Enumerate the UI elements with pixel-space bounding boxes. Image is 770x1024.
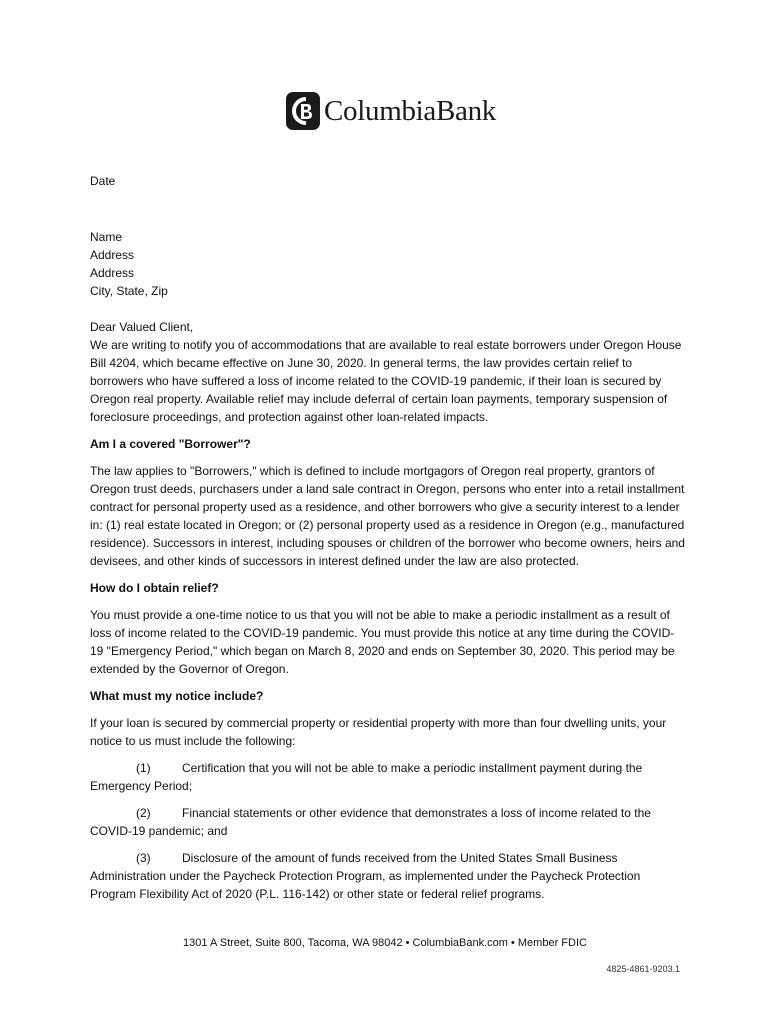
section-heading-notice-include: What must my notice include? bbox=[90, 689, 264, 703]
intro-paragraph: We are writing to notify you of accommodations that are available to real estate borrowers under Oregon House Bill 4204, which became effective on June 30, 2020. In general terms, the law provides certain relief to borrowers who have suffered a loss of income related to the COVID-19 pandemic, if their loan is secured by Oregon real property. Available relief may include deferral of certain loan payments, temporary suspension of foreclosure proceedings, and protection against other loan-related impacts. bbox=[90, 338, 682, 424]
recipient-address-line-2: Address bbox=[90, 266, 135, 280]
logo-wordmark: ColumbiaBank bbox=[324, 94, 497, 127]
recipient-address-block bbox=[90, 228, 685, 300]
document-number: 4825-4861-9203.1 bbox=[606, 964, 680, 974]
letter-body bbox=[90, 318, 685, 912]
list-item-text: Disclosure of the amount of funds received from the United States Small Business Administration under the Paycheck Protection Program, as implemented under the Paycheck Protection Program Flexibility Act of 2020 (P.L. 116-142) or other state or federal relief programs. bbox=[90, 851, 641, 901]
section-text-covered-borrower: The law applies to "Borrowers," which is defined to include mortgagors of Oregon real property, grantors of Oregon trust deeds, purchasers under a land sale contract in Oregon, persons who enter into a retail installment contract for personal property used as a residence, and other borrowers who give a security interest to a lender in: (1) real estate located in Oregon; or (2) personal property used as a residence in Oregon (e.g., manufactured residence). Successors in interest, including spouses or children of the borrower who become owners, heirs and devisees, and other kinds of successors in interest defined under the law are also protected. bbox=[90, 464, 685, 568]
list-item-number: (2) bbox=[136, 806, 151, 820]
letter-date bbox=[90, 172, 685, 190]
list-item-number: (3) bbox=[136, 851, 151, 865]
list-item-text: Financial statements or other evidence that demonstrates a loss of income related to the COVID-19 pandemic; and bbox=[90, 806, 651, 838]
list-item bbox=[90, 759, 685, 795]
recipient-address-line-1: Address bbox=[90, 248, 135, 262]
date-line: Date bbox=[90, 174, 116, 188]
section-heading-obtain-relief: How do I obtain relief? bbox=[90, 581, 219, 595]
footer-address: 1301 A Street, Suite 800, Tacoma, WA 98042 • ColumbiaBank.com • Member FDIC bbox=[183, 937, 587, 949]
section-text-notice-include: If your loan is secured by commercial property or residential property with more than four dwelling units, your notice to us must include the following: bbox=[90, 716, 667, 748]
salutation: Dear Valued Client, bbox=[90, 320, 194, 334]
section-heading-covered-borrower: Am I a covered "Borrower"? bbox=[90, 437, 251, 451]
recipient-city-state-zip: City, State, Zip bbox=[90, 284, 168, 298]
columbia-bank-cb-monogram-icon bbox=[286, 92, 320, 130]
recipient-name: Name bbox=[90, 230, 123, 244]
section-text-obtain-relief: You must provide a one-time notice to us that you will not be able to make a periodic installment as a result of loss of income related to the COVID-19 pandemic. You must provide this notice at any time during the COVID-19 "Emergency Period," which began on March 8, 2020 and ends on September 30, 2020. This period may be extended by the Governor of Oregon. bbox=[90, 608, 675, 676]
columbia-bank-logo bbox=[286, 92, 496, 130]
list-item bbox=[90, 804, 685, 840]
list-item-text: Certification that you will not be able to make a periodic installment payment during the Emergency Period; bbox=[90, 761, 643, 793]
list-item-number: (1) bbox=[136, 761, 151, 775]
list-item bbox=[90, 849, 685, 903]
